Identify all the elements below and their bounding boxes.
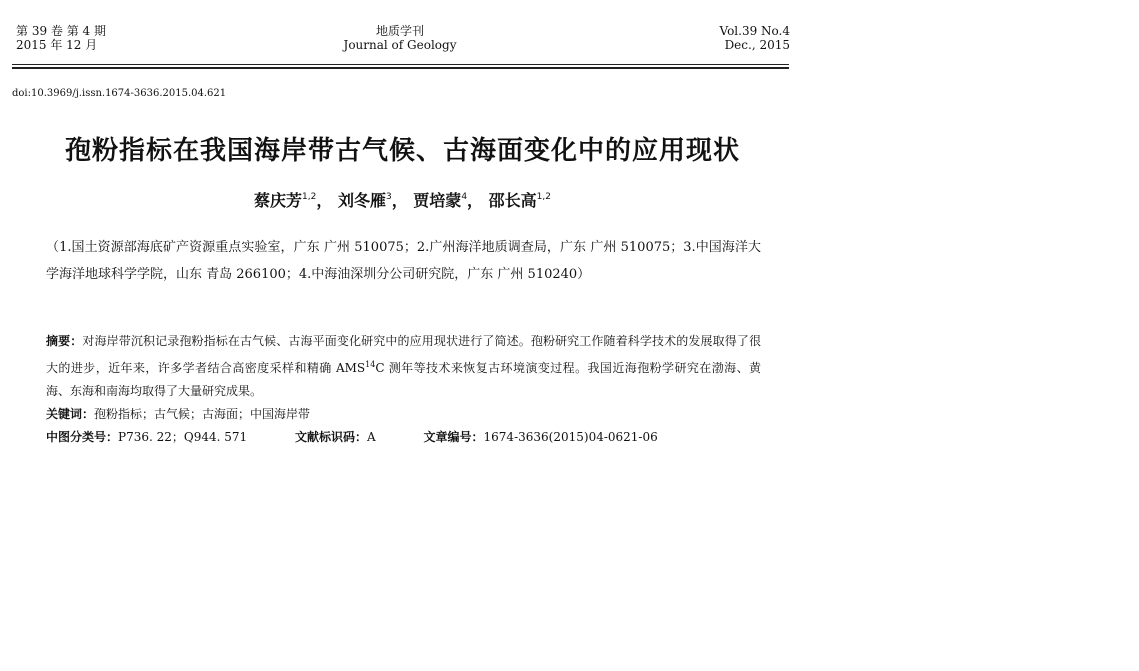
isotope-superscript: 14 [365,360,376,369]
doi-line[interactable]: doi:10.3969/j.issn.1674-3636.2015.04.621 [12,88,227,99]
affiliations: （1.国土资源部海底矿产资源重点实验室，广东 广州 510075；2.广州海洋地质调查局，广东 广州 510075；3.中国海洋大学海洋地球科学学院，山东 青岛 266100；4.中海油深圳分公司研究院，广东 广州 510240） [46,240,761,282]
document-code [295,428,376,445]
keywords-line [46,405,310,422]
author-name: 蔡庆芳 [254,191,303,210]
classification-line [46,428,702,445]
header-rule-thin [12,64,789,65]
abstract-text: 对海岸带沉积记录孢粉指标在古气候、古海平面变化研究中的应用现状进行了简述。孢粉研究工作随着科学技术的发展取得了很大的进步，近年来，许多学者结合高密度采样和精确 AMS [46,334,761,375]
author-name: 贾培蒙 [413,191,462,210]
clc-value: P736. 22；Q944. 571 [118,430,248,444]
author-separator: ， [391,191,408,210]
document-code-label: 文献标识码： [295,430,368,444]
article-number-label: 文章编号： [423,430,484,444]
document-code-value: A [367,430,376,444]
journal-volume-issue [16,24,106,52]
author-affiliation-mark: 1,2 [302,192,317,202]
author-affiliation-mark: 3 [385,192,392,202]
abstract-text-continued: C 测年等技术来恢复古环境演变过程。我国近海孢粉学研究在渤海、黄海、东海和南海均取得了大量研究成果。 [46,361,762,398]
abstract-label: 摘要： [46,334,83,348]
journal-name-cn: 地质学刊 [375,24,424,38]
keywords-text: 孢粉指标；古气候；古海面；中国海岸带 [94,407,311,421]
clc-number [46,428,247,445]
author-separator: ， [316,191,333,210]
paper-title: 孢粉指标在我国海岸带古气候、古海面变化中的应用现状 [64,136,740,166]
article-number-value: 1674-3636(2015)04-0621-06 [483,430,658,444]
clc-label: 中图分类号： [46,430,119,444]
author-name: 刘冬雁 [337,191,386,210]
keywords-label: 关键词： [46,407,95,421]
author-name: 邵长高 [488,191,537,210]
publication-date-en: Dec., 2015 [724,38,790,52]
header-rule-thick [12,67,789,69]
volume-issue-text: 第 39 卷 第 4 期 [16,24,106,38]
author-list [40,188,765,211]
author-affiliation-mark: 4 [461,192,468,202]
journal-name [300,24,500,52]
journal-name-en: Journal of Geology [343,38,457,52]
author-affiliation-mark: 1,2 [536,192,551,202]
abstract [46,330,761,403]
author-separator: ， [467,191,484,210]
publication-date-cn: 2015 年 12 月 [16,38,98,52]
article-number [424,428,658,445]
journal-volume-en [720,24,791,52]
volume-number-en: Vol.39 No.4 [719,24,790,38]
